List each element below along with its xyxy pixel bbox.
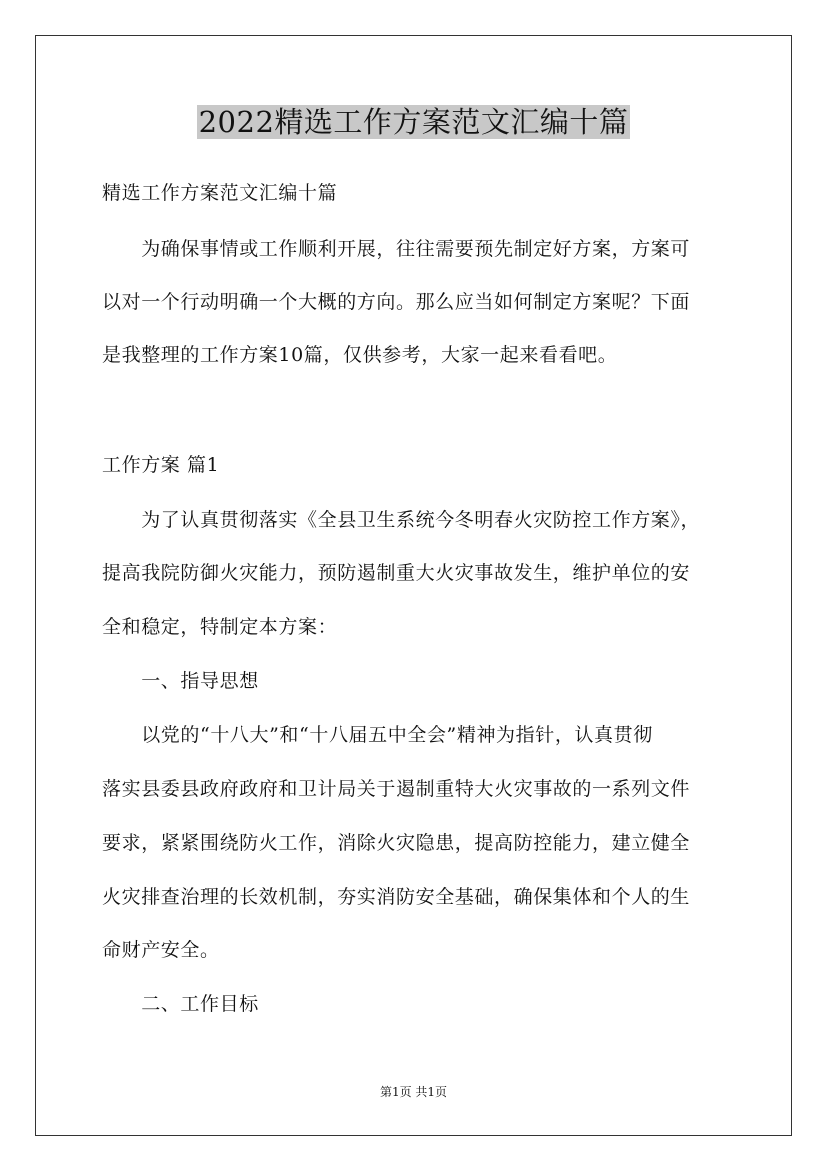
intro-line-1: 为确保事情或工作顺利开展，往往需要预先制定好方案，方案可 [102,238,691,260]
document-title [0,104,827,140]
body-line-1: 为了认真贯彻落实《全县卫生系统今冬明春火灾防控工作方案》， [102,509,701,531]
body-line-8: 命财产安全。 [102,939,220,961]
subheading-work-goal: 二、工作目标 [102,993,259,1015]
intro-line-3: 是我整理的工作方案10篇，仅供参考，大家一起来看看吧。 [102,344,618,366]
intro-line-2: 以对一个行动明确一个大概的方向。那么应当如何制定方案呢？下面 [102,291,691,313]
document-title-text: 2022精选工作方案范文汇编十篇 [198,105,629,139]
subheading-guiding-thought: 一、指导思想 [102,670,259,692]
body-line-5: 落实县委县政府政府和卫计局关于遏制重特大火灾事故的一系列文件 [102,778,691,800]
body-line-3: 全和稳定，特制定本方案： [102,616,338,638]
body-line-4: 以党的“十八大”和“十八届五中全会”精神为指针，认真贯彻 [102,724,653,746]
page-footer: 第1页 共1页 [379,1085,448,1099]
body-line-6: 要求，紧紧围绕防火工作，消除火灾隐患，提高防控能力，建立健全 [102,832,691,854]
body-line-2: 提高我院防御火灾能力，预防遏制重大火灾事故发生，维护单位的安 [102,562,691,584]
subtitle-line: 精选工作方案范文汇编十篇 [102,182,338,204]
body-line-7: 火灾排查治理的长效机制，夯实消防安全基础，确保集体和个人的生 [102,886,691,908]
section-heading-1: 工作方案 篇1 [102,454,220,476]
